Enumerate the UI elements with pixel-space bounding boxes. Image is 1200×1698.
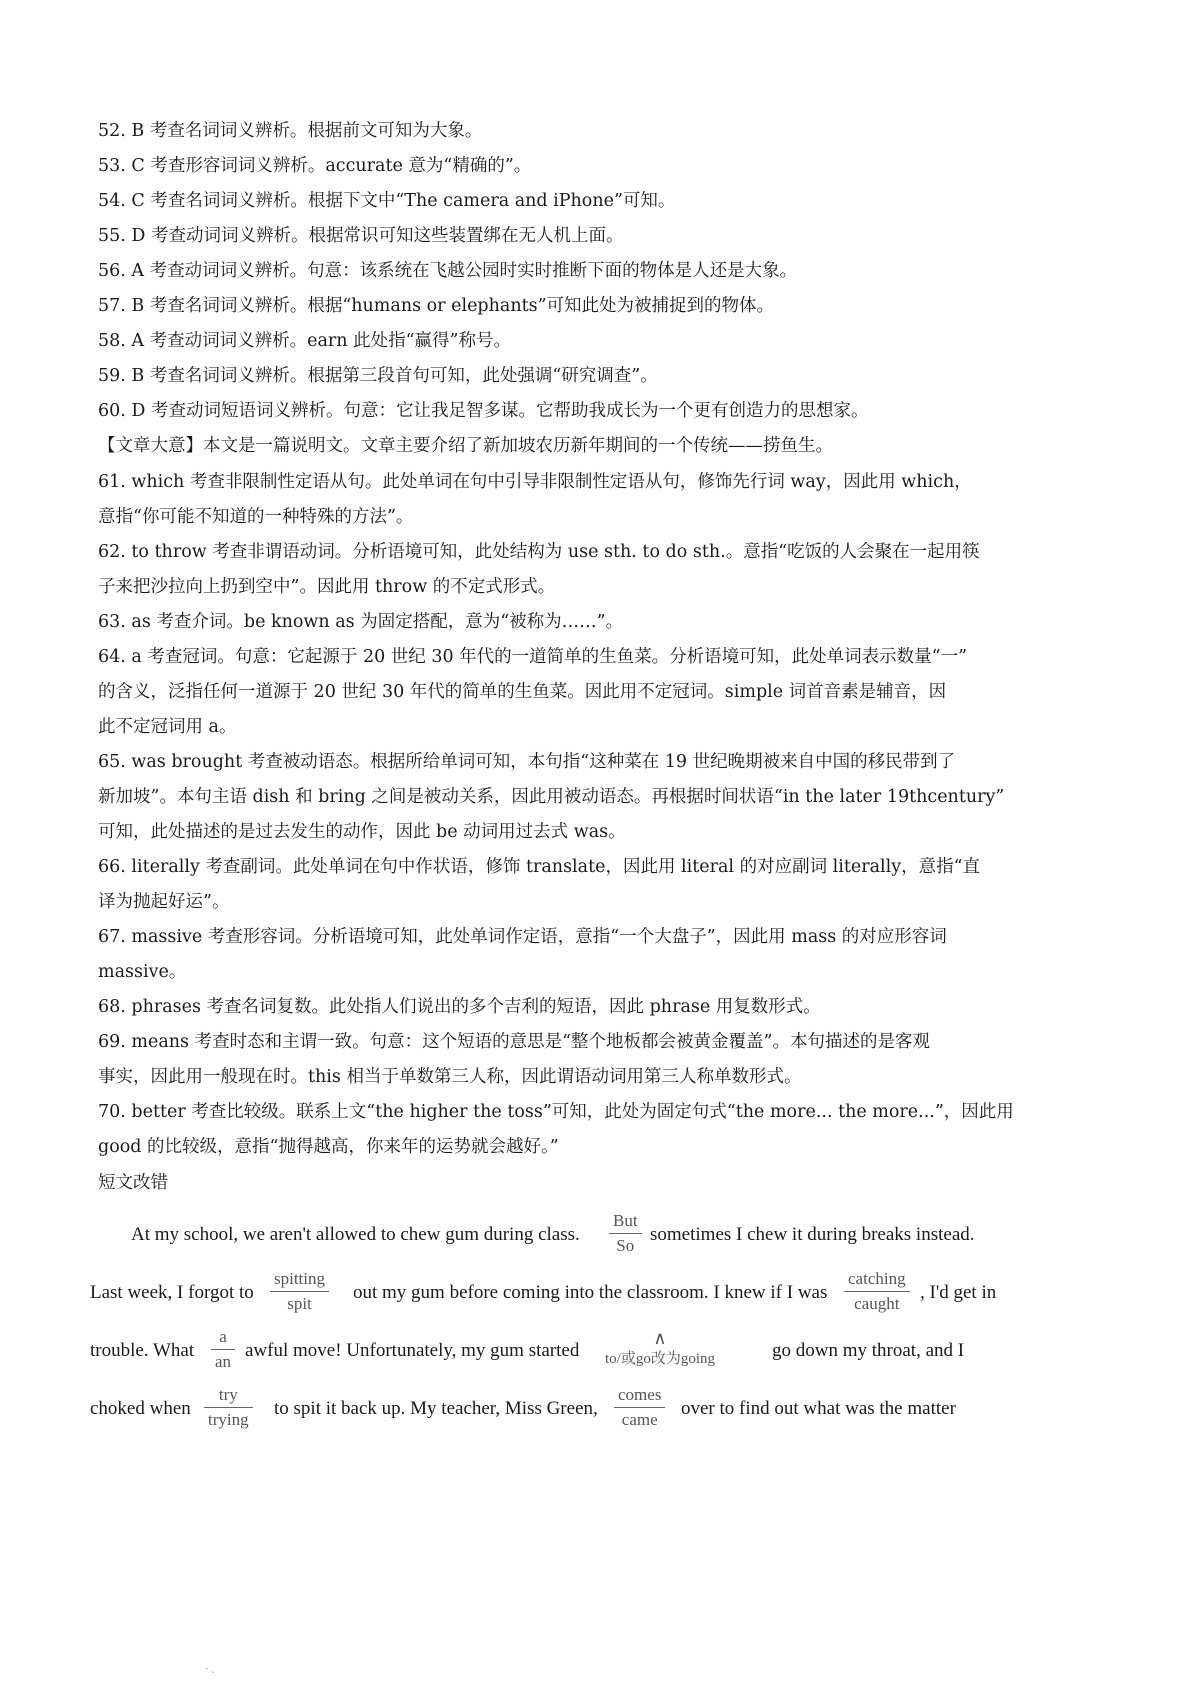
correction-mark [270,1263,329,1319]
original-word: spitting [274,1268,326,1288]
caret-icon: ∧ [653,1328,667,1348]
original-word: catching [848,1268,906,1288]
answer-line: 59. B 考查名词词义辨析。根据第三段首句可知，此处强调“研究调查”。 [98,366,658,386]
original-word: try [218,1384,238,1404]
answer-line: 意指“你可能不知道的一种特殊的方法”。 [98,507,414,527]
answer-line: 58. A 考查动词词义辨析。earn 此处指“赢得”称号。 [98,331,511,351]
answer-line: 可知，此处描述的是过去发生的动作，因此 be 动词用过去式 was。 [98,822,626,842]
passage-text: trouble. What [90,1340,195,1361]
corrected-word: trying [208,1409,249,1429]
answer-line: 63. as 考查介词。be known as 为固定搭配，意为“被称为……”。 [98,612,624,632]
corrected-word: spit [287,1293,312,1313]
correction-mark [844,1263,910,1319]
passage-text: out my gum before coming into the classroom. I knew if I was [353,1282,828,1303]
passage-text: sometimes I chew it during breaks instead. [650,1224,975,1245]
answer-line: 60. D 考查动词短语词义辨析。句意：它让我足智多谋。它帮助我成长为一个更有创造力的思想家。 [98,401,869,421]
answer-line: 61. which 考查非限制性定语从句。此处单词在句中引导非限制性定语从句，修饰先行词 way，因此用 which， [98,472,972,492]
answer-line: 53. C 考查形容词词义辨析。accurate 意为“精确的”。 [98,156,532,176]
answer-line: 67. massive 考查形容词。分析语境可知，此处单词作定语，意指“一个大盘子”，因此用 mass 的对应形容词 [98,927,947,947]
passage-text: awful move! Unfortunately, my gum started [245,1340,580,1361]
answer-line: 68. phrases 考查名词复数。此处指人们说出的多个吉利的短语，因此 phrase 用复数形式。 [98,997,821,1017]
answer-line: 55. D 考查动词词义辨析。根据常识可知这些装置绑在无人机上面。 [98,226,624,246]
passage-line-4 [90,1379,1118,1437]
answer-line: 64. a 考查冠词。句意：它起源于 20 世纪 30 年代的一道简单的生鱼菜。分析语境可知，此处单词表示数量“一” [98,647,968,667]
answer-line: good 的比较级，意指“抛得越高，你来年的运势就会越好。” [98,1137,559,1157]
answer-line: 新加坡”。本句主语 dish 和 bring 之间是被动关系，因此用被动语态。再根据时间状语“in the later 19thcentury” [98,787,1005,807]
answer-line: 子来把沙拉向上扔到空中”。因此用 throw 的不定式形式。 [98,577,556,597]
answer-line: 译为抛起好运”。 [98,892,230,912]
answer-line: 的含义，泛指任何一道源于 20 世纪 30 年代的简单的生鱼菜。因此用不定冠词。simple 词首音素是辅音，因 [98,682,947,702]
passage-text: , I'd get in [920,1282,997,1303]
passage-text: to spit it back up. My teacher, Miss Green, [274,1398,598,1419]
original-word: comes [618,1384,662,1404]
answer-line: 52. B 考查名词词义辨析。根据前文可知为大象。 [98,121,483,141]
page-marker: ·. [205,1662,217,1676]
passage-line-1 [98,1205,1118,1263]
answer-line: 66. literally 考查副词。此处单词在句中作状语，修饰 translate，因此用 literal 的对应副词 literally，意指“直 [98,857,981,877]
answer-line: massive。 [98,962,187,982]
answer-line: 69. means 考查时态和主谓一致。句意：这个短语的意思是“整个地板都会被黄金覆盖”。本句描述的是客观 [98,1032,930,1052]
answer-line: 65. was brought 考查被动语态。根据所给单词可知，本句指“这种菜在 19 世纪晚期被来自中国的移民带到了 [98,752,956,772]
passage-text: Last week, I forgot to [90,1282,254,1303]
corrected-word: So [616,1235,635,1255]
corrected-word: came [621,1409,658,1429]
answer-line: 62. to throw 考查非谓语动词。分析语境可知，此处结构为 use sth. to do sth.。意指“吃饭的人会聚在一起用筷 [98,542,980,562]
answer-line: 此不定冠词用 a。 [98,717,237,737]
corrected-word: an [215,1351,232,1371]
insertion-mark [601,1321,719,1377]
corrected-word: caught [854,1293,900,1313]
original-word: But [613,1210,638,1230]
correction-mark [211,1321,235,1377]
answer-line: 54. C 考查名词词义辨析。根据下文中“The camera and iPhone”可知。 [98,191,676,211]
original-word: a [219,1326,227,1346]
passage-text: choked when [90,1398,191,1419]
answer-line: 事实，因此用一般现在时。this 相当于单数第三人称，因此谓语动词用第三人称单数形式。 [98,1067,802,1087]
correction-mark [614,1379,665,1435]
answer-line: 【文章大意】本文是一篇说明文。文章主要介绍了新加坡农历新年期间的一个传统——捞鱼生。 [98,436,833,456]
passage-line-3 [90,1321,1118,1379]
correction-mark [609,1205,642,1261]
correction-note: to/或go改为going [605,1351,716,1367]
passage-text: go down my throat, and I [772,1340,965,1361]
passage-line-2 [90,1263,1118,1321]
passage-text: over to find out what was the matter [681,1398,956,1419]
answer-line: 70. better 考查比较级。联系上文“the higher the toss”可知，此处为固定句式“the more... the more...”，因此用 [98,1102,1014,1122]
answer-line: 57. B 考查名词词义辨析。根据“humans or elephants”可知此处为被捕捉到的物体。 [98,296,775,316]
answer-line: 56. A 考查动词词义辨析。句意：该系统在飞越公园时实时推断下面的物体是人还是大象。 [98,261,798,281]
passage-text: At my school, we aren't allowed to chew gum during class. [131,1224,580,1245]
correction-mark [204,1379,253,1435]
answer-line: 短文改错 [98,1173,168,1193]
